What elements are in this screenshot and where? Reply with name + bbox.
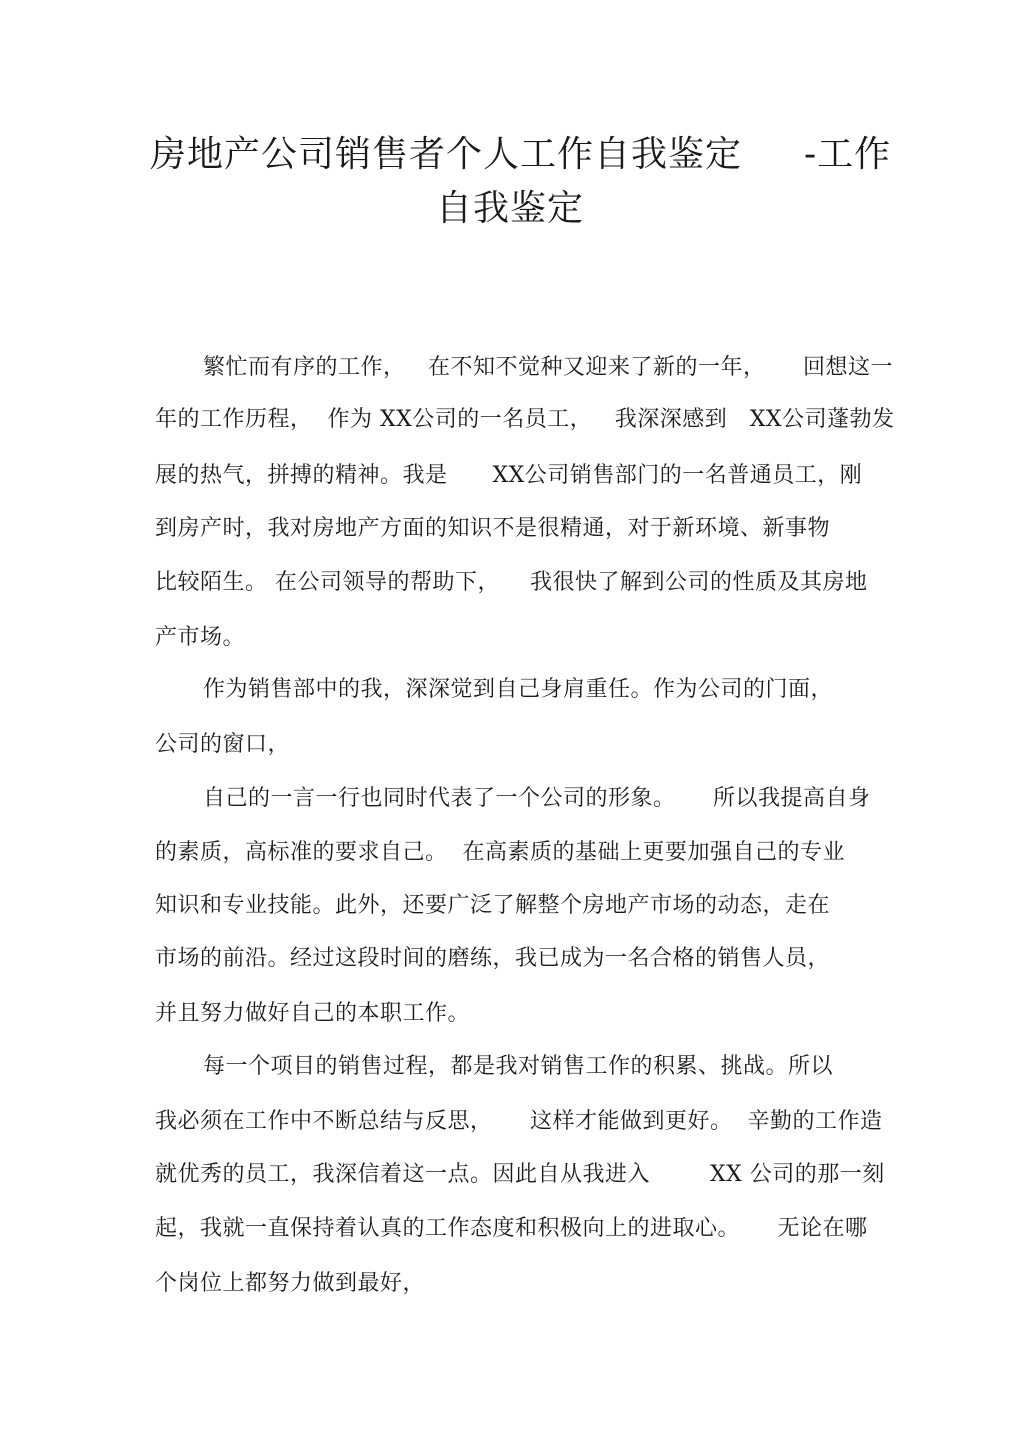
body-line: 的素质，高标准的要求自己。 在高素质的基础上更要加强自己的专业 <box>155 840 845 865</box>
body-line: 产市场。 <box>155 625 246 650</box>
body-line: 年的工作历程， 作为 XX公司的一名员工， 我深深感到 XX公司蓬勃发 <box>155 407 895 432</box>
document-title <box>150 128 892 236</box>
body-line: 个岗位上都努力做到最好， <box>155 1271 426 1296</box>
body-line: 每一个项目的销售过程，都是我对销售工作的积累、挑战。所以 <box>203 1054 834 1079</box>
body-line: 我必须在工作中不断总结与反思， 这样才能做到更好。 辛勤的工作造 <box>155 1109 883 1134</box>
body-line: 自己的一言一行也同时代表了一个公司的形象。 所以我提高自身 <box>203 786 871 811</box>
title-text-main: 房地产公司销售者个人工作自我鉴定 <box>150 134 743 175</box>
body-line: 知识和专业技能。此外，还要广泛了解整个房地产市场的动态，走在 <box>155 893 831 918</box>
body-line: 就优秀的员工，我深信着这一点。因此自从我进入 XX 公司的那一刻 <box>155 1162 885 1187</box>
body-line: 公司的窗口， <box>155 732 291 757</box>
body-line: 市场的前沿。经过这段时间的磨练，我已成为一名合格的销售人员， <box>155 946 831 971</box>
body-line: 到房产时，我对房地产方面的知识不是很精通，对于新环境、新事物 <box>155 516 831 541</box>
title-line-1 <box>150 128 892 182</box>
body-line: 展的热气，拼搏的精神。我是 XX公司销售部门的一名普通员工，刚 <box>155 463 863 488</box>
body-line: 起，我就一直保持着认真的工作态度和积极向上的进取心。 无论在哪 <box>155 1216 868 1241</box>
title-text-suffix: -工作 <box>804 134 892 175</box>
body-line: 并且努力做好自己的本职工作。 <box>155 1001 471 1026</box>
body-line: 繁忙而有序的工作， 在不知不觉种又迎来了新的一年， 回想这一 <box>203 355 893 380</box>
body-line: 作为销售部中的我，深深觉到自己身肩重任。作为公司的门面， <box>203 677 834 702</box>
body-line: 比较陌生。 在公司领导的帮助下， 我很快了解到公司的性质及其房地 <box>155 570 868 595</box>
title-line-2: 自我鉴定 <box>435 188 584 229</box>
